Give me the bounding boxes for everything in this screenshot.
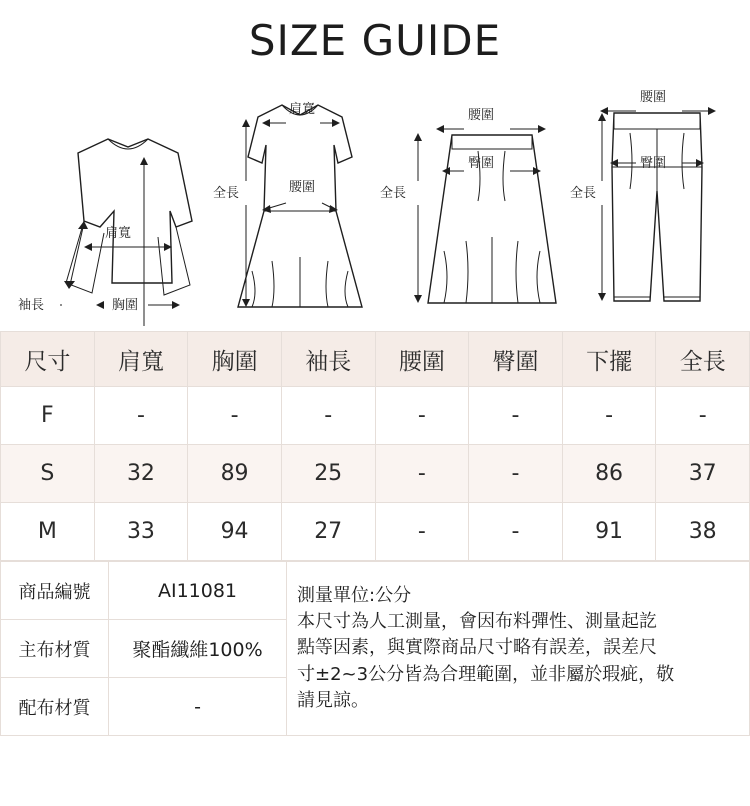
dress-length-label: 全長 [213, 186, 240, 201]
cell-waist: - [375, 445, 469, 503]
table-row [1, 445, 750, 503]
table-row [1, 387, 750, 445]
cell-shoulder: 33 [94, 503, 188, 561]
row-size-label: M [1, 503, 95, 561]
garment-diagrams [0, 71, 750, 331]
info-label-secondary-fabric: 配布材質 [1, 678, 109, 736]
top-sleeve-label: 袖長 [18, 298, 45, 313]
cell-bust: 94 [188, 503, 282, 561]
cell-waist: - [375, 387, 469, 445]
cell-sleeve: 25 [281, 445, 375, 503]
info-value-product-code: AI11081 [109, 562, 287, 620]
info-value-main-fabric: 聚酯纖維100% [109, 620, 287, 678]
cell-shoulder: - [94, 387, 188, 445]
page-title: SIZE GUIDE [248, 16, 502, 65]
cell-sleeve: - [281, 387, 375, 445]
cell-hip: - [469, 445, 563, 503]
skirt-length-label: 全長 [380, 186, 407, 201]
info-label-product-code: 商品編號 [1, 562, 109, 620]
dress-waist-label: 腰圍 [289, 180, 316, 195]
cell-bust: 89 [188, 445, 282, 503]
pants-hip-label: 臀圍 [640, 156, 667, 171]
skirt-waist-label: 腰圍 [468, 108, 495, 123]
table-header-row [1, 332, 750, 387]
row-size-label: S [1, 445, 95, 503]
cell-waist: - [375, 503, 469, 561]
product-info-table [0, 561, 750, 736]
info-value-secondary-fabric: - [109, 678, 287, 736]
cell-shoulder: 32 [94, 445, 188, 503]
col-header-length: 全長 [656, 332, 750, 387]
cell-hip: - [469, 387, 563, 445]
pants-length-label: 全長 [570, 186, 597, 201]
note-line-1: 測量單位:公分 [297, 585, 412, 607]
measurement-note [287, 562, 750, 736]
cell-length: 37 [656, 445, 750, 503]
col-header-sleeve: 袖長 [281, 332, 375, 387]
diagram-top [18, 139, 192, 326]
diagram-skirt [380, 108, 556, 303]
col-header-size: 尺寸 [1, 332, 95, 387]
skirt-hip-label: 臀圍 [468, 156, 495, 171]
table-row [1, 503, 750, 561]
pants-waist-label: 腰圍 [640, 90, 667, 105]
cell-hem: 86 [562, 445, 656, 503]
note-line-2: 本尺寸為人工測量，會因布料彈性、測量起訖 [297, 611, 657, 633]
col-header-hip: 臀圍 [469, 332, 563, 387]
row-size-label: F [1, 387, 95, 445]
cell-hem: - [562, 387, 656, 445]
top-bust-label: 胸圍 [112, 298, 139, 313]
size-table [0, 331, 750, 561]
cell-length: 38 [656, 503, 750, 561]
note-line-3: 點等因素，與實際商品尺寸略有誤差，誤差尺 [297, 637, 657, 659]
cell-hem: 91 [562, 503, 656, 561]
col-header-waist: 腰圍 [375, 332, 469, 387]
dress-shoulder-label: 肩寬 [289, 102, 316, 117]
col-header-hem: 下擺 [562, 332, 656, 387]
garment-diagram-svg [0, 71, 750, 326]
cell-bust: - [188, 387, 282, 445]
diagram-pants [570, 90, 716, 301]
size-table-body [1, 387, 750, 561]
cell-length: - [656, 387, 750, 445]
info-row-product-code [1, 562, 750, 620]
note-line-4: 寸±2~3公分皆為合理範圍，並非屬於瑕疵，敬 [297, 663, 675, 685]
col-header-shoulder: 肩寬 [94, 332, 188, 387]
cell-hip: - [469, 503, 563, 561]
note-line-5: 請見諒。 [297, 689, 369, 711]
cell-sleeve: 27 [281, 503, 375, 561]
top-shoulder-label: 肩寬 [105, 226, 132, 241]
size-table-head [1, 332, 750, 387]
info-label-main-fabric: 主布材質 [1, 620, 109, 678]
col-header-bust: 胸圍 [188, 332, 282, 387]
diagram-dress [213, 102, 362, 307]
